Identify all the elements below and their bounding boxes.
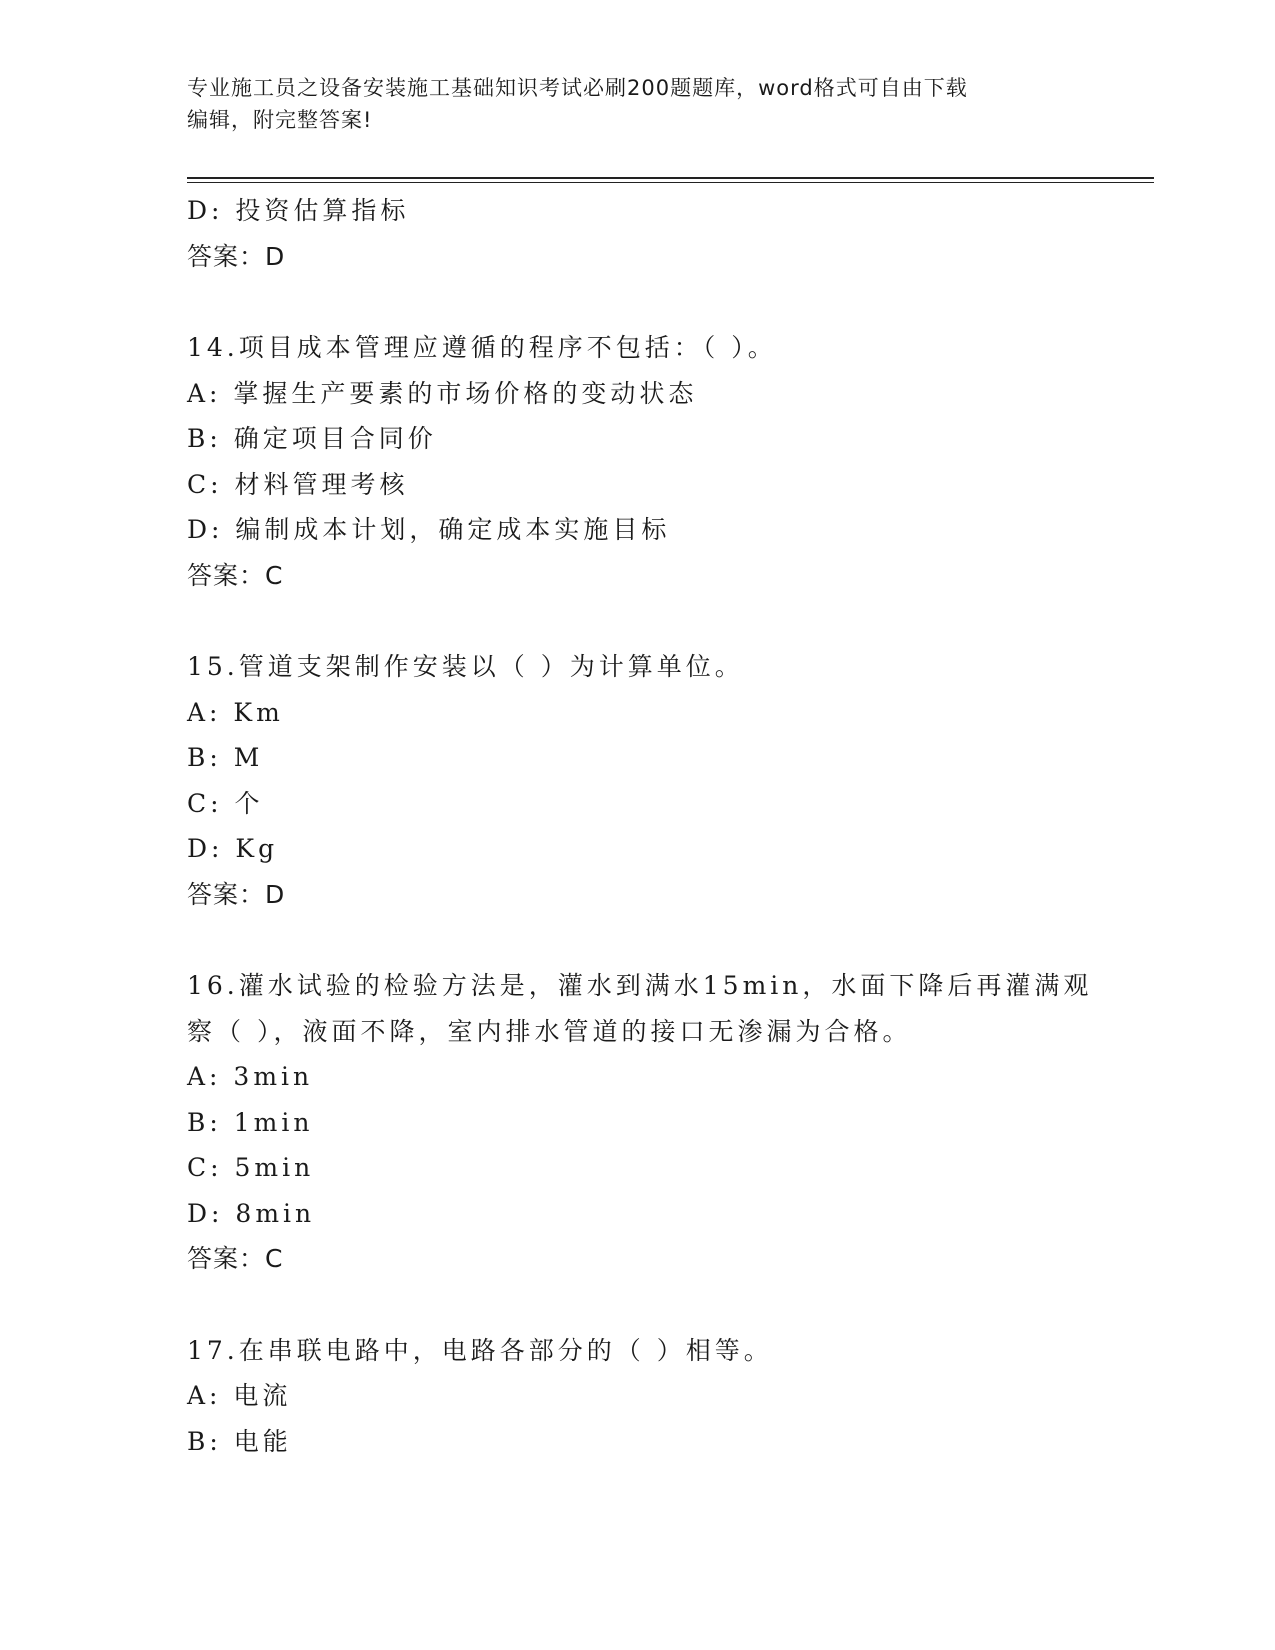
document-header (187, 72, 1067, 136)
question-text-line-2: 察（ ），液面不降，室内排水管道的接口无渗漏为合格。 (187, 1016, 912, 1046)
question-text-line-1: 16.灌水试验的检验方法是，灌水到满水15min，水面下降后再灌满观 (187, 971, 1093, 1000)
option-a: A: 电流 (187, 1381, 292, 1410)
question-text: 14.项目成本管理应遵循的程序不包括：（ ）。 (187, 333, 777, 362)
question-17 (187, 1328, 1147, 1465)
option-c: C: 材料管理考核 (187, 469, 409, 499)
option-c: C: 个 (187, 788, 264, 818)
option-b: B: 电能 (187, 1426, 292, 1456)
question-text: 15.管道支架制作安装以（ ）为计算单位。 (187, 652, 744, 681)
option-d: D: 投资估算指标 (187, 196, 410, 225)
option-d: D: Kg (187, 834, 279, 863)
header-divider-thick (187, 177, 1154, 179)
option-b: B: 1min (187, 1107, 314, 1137)
spacer (187, 279, 1147, 325)
option-a: A: Km (187, 697, 284, 727)
option-d: D: 编制成本计划，确定成本实施目标 (187, 515, 671, 544)
question-14 (187, 325, 1147, 598)
option-a: A: 3min (187, 1062, 314, 1091)
spacer (187, 1282, 1147, 1328)
option-c: C: 5min (187, 1153, 315, 1182)
header-line-1: 专业施工员之设备安装施工基础知识考试必刷200题题库，word格式可自由下载 (187, 76, 968, 100)
spacer (187, 598, 1147, 644)
answer-line: 答案：D (187, 241, 286, 271)
question-16 (187, 963, 1147, 1282)
question-text: 17.在串联电路中，电路各部分的（ ）相等。 (187, 1335, 773, 1365)
option-d: D: 8min (187, 1198, 316, 1228)
answer-line: 答案：D (187, 879, 286, 909)
answer-line: 答案：C (187, 1244, 284, 1273)
spacer (187, 917, 1147, 963)
option-b: B: M (187, 743, 264, 772)
option-b: B: 确定项目合同价 (187, 424, 437, 453)
header-line-2: 编辑，附完整答案! (187, 108, 373, 132)
header-divider-thin (187, 182, 1154, 183)
option-a: A: 掌握生产要素的市场价格的变动状态 (187, 378, 698, 408)
question-list (187, 188, 1147, 1464)
question-15 (187, 644, 1147, 917)
answer-line: 答案：C (187, 560, 284, 590)
